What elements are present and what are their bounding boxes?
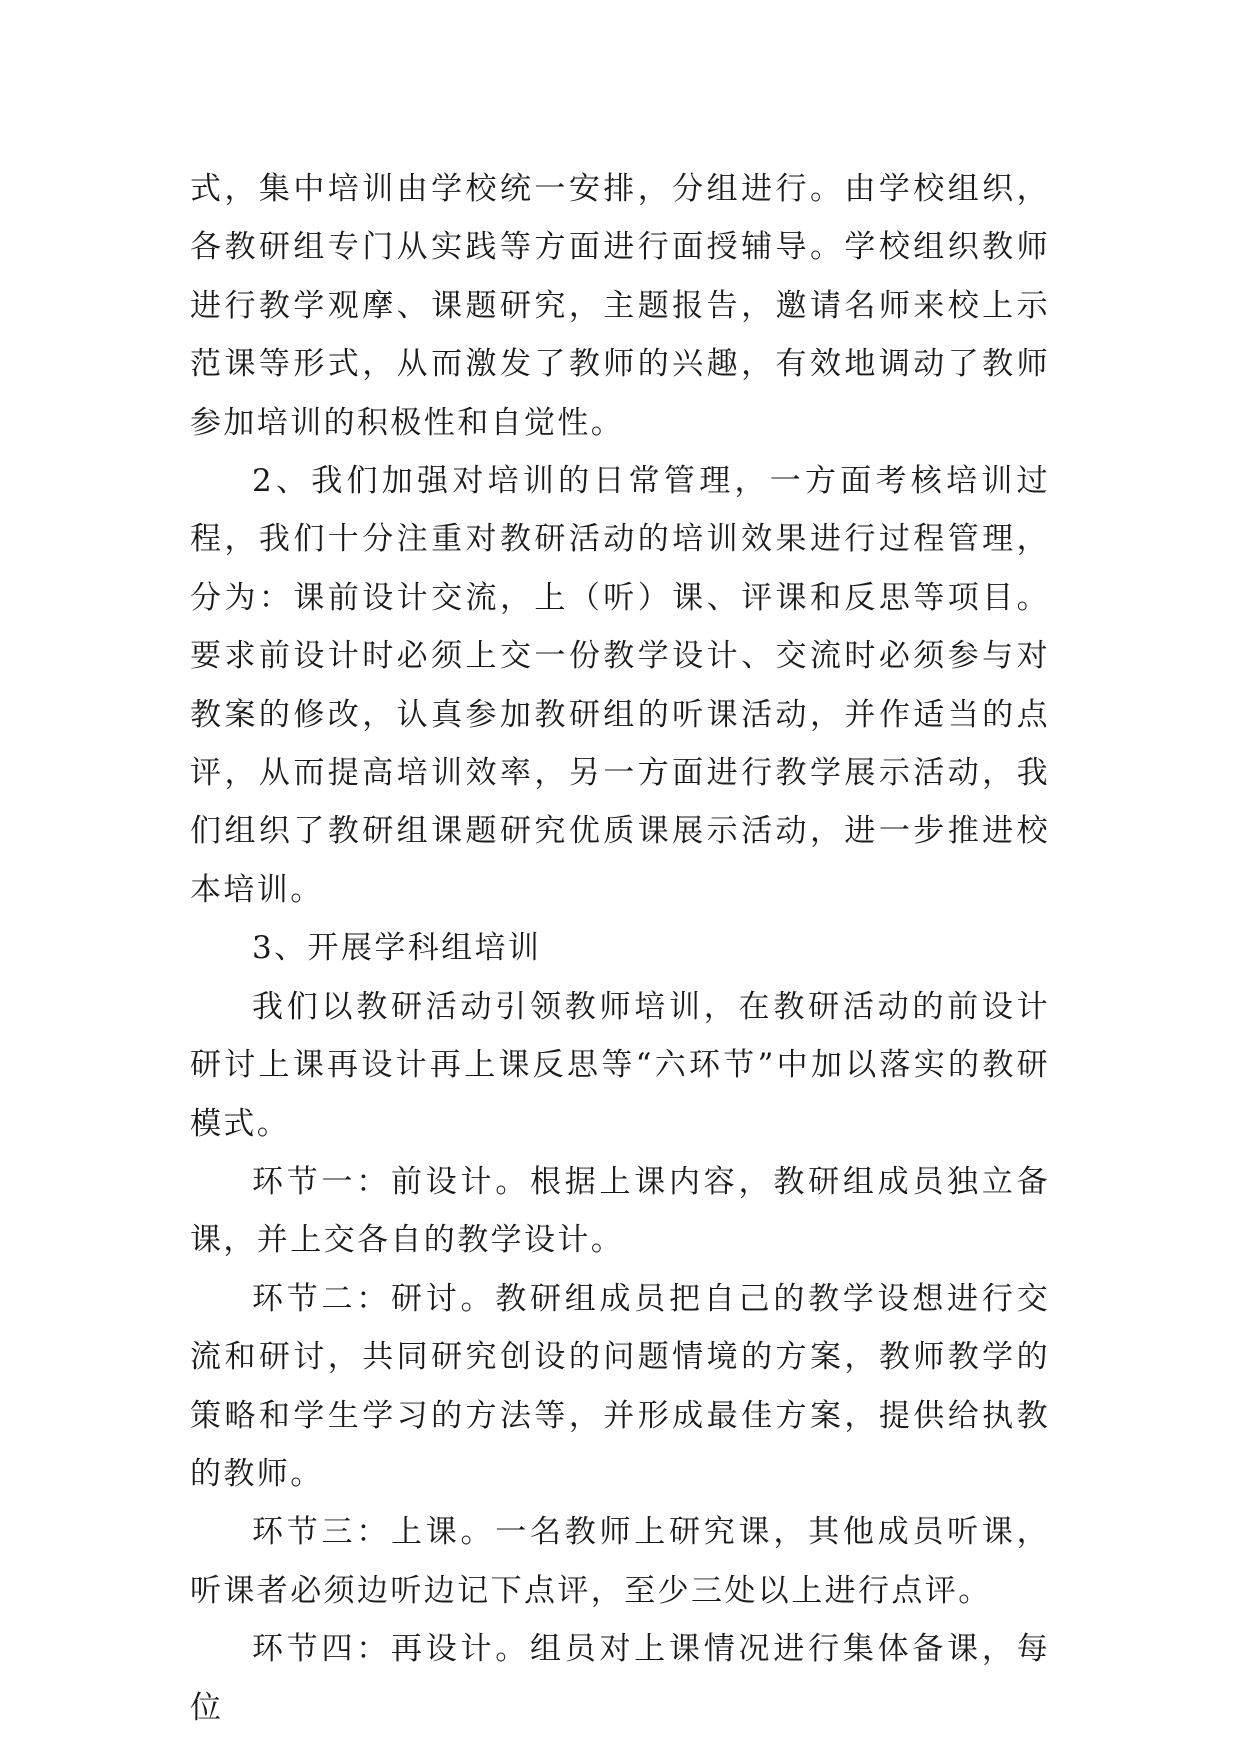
paragraph-step-three: 环节三：上课。一名教师上研究课，其他成员听课，听课者必须边听边记下点评，至少三处以上进行点评。	[190, 1514, 1050, 1609]
paragraph-subject-group-heading: 3、开展学科组培训	[252, 930, 542, 967]
paragraph-step-four: 环节四：再设计。组员对上课情况进行集体备课，每位	[190, 1631, 1050, 1726]
paragraph-training-forms-continued: 式，集中培训由学校统一安排，分组进行。由学校组织，各教研组专门从实践等方面进行面授辅导。学校组织教师进行教学观摩、课题研究，主题报告，邀请名师来校上示范课等形式，从而激发了教师的兴趣，有效地调动了教师参加培训的积极性和自觉性。	[190, 171, 1050, 441]
paragraph-six-steps-intro: 我们以教研活动引领教师培训，在教研活动的前设计研讨上课再设计再上课反思等“六环节”中加以落实的教研模式。	[190, 988, 1050, 1142]
paragraph-step-two: 环节二：研讨。教研组成员把自己的教学设想进行交流和研讨，共同研究创设的问题情境的方案，教师教学的策略和学生学习的方法等，并形成最佳方案，提供给执教的教师。	[190, 1280, 1050, 1492]
paragraph-daily-management: 2、我们加强对培训的日常管理，一方面考核培训过程，我们十分注重对教研活动的培训效果进行过程管理，分为：课前设计交流，上（听）课、评课和反思等项目。要求前设计时必须上交一份教学设计、交流时必须参与对教案的修改，认真参加教研组的听课活动，并作适当的点评，从而提高培训效率，另一方面进行教学展示活动，我们组织了教研组课题研究优质课展示活动，进一步推进校本培训。	[190, 463, 1050, 908]
paragraph-step-one: 环节一：前设计。根据上课内容，教研组成员独立备课，并上交各自的教学设计。	[190, 1163, 1050, 1259]
document-body	[190, 160, 1050, 1737]
